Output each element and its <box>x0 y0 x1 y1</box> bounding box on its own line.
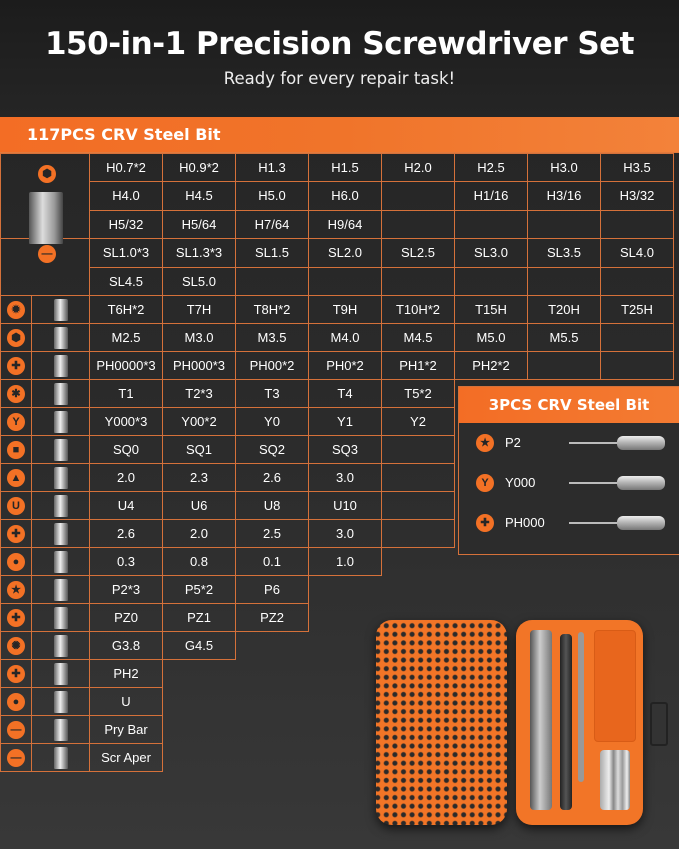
bit-size-cell: 2.3 <box>163 464 236 492</box>
page-title: 150-in-1 Precision Screwdriver Set <box>44 26 634 62</box>
square-icon: ■ <box>7 441 25 459</box>
bit-size-cell: T25H <box>601 296 674 324</box>
bit-size-cell: SL2.0 <box>309 239 382 268</box>
slotted-icon: — <box>38 245 56 263</box>
phillips-icon: ✚ <box>476 514 494 532</box>
bit-size-cell: T1 <box>90 380 163 408</box>
bit-size-cell: H3.0 <box>528 154 601 182</box>
scraper-icon: — <box>7 749 25 767</box>
bit-size-cell: SL1.0*3 <box>90 239 163 268</box>
bit-size-cell <box>382 210 455 238</box>
cross-icon: ✚ <box>7 525 25 543</box>
table-row <box>1 324 674 352</box>
bit-size-cell: Scr Aper <box>90 744 163 772</box>
bit-image <box>54 467 68 489</box>
bit-icon-cell <box>1 716 32 744</box>
bit-size-cell: SL4.0 <box>601 239 674 268</box>
bit-size-cell: G3.8 <box>90 632 163 660</box>
bit-image-cell <box>32 408 90 436</box>
bit-size-cell: PH0*2 <box>309 352 382 380</box>
bit-size-cell: SL3.0 <box>455 239 528 268</box>
bit-size-cell: 2.5 <box>236 520 309 548</box>
bit-size-cell: 3.0 <box>309 464 382 492</box>
bit-icon-cell <box>1 688 32 716</box>
bit-icon-cell <box>1 296 32 324</box>
gear-icon: ✺ <box>7 637 25 655</box>
side-bit-panel <box>458 386 679 555</box>
bit-size-cell <box>382 267 455 296</box>
bit-size-cell <box>601 267 674 296</box>
bit-icon-cell <box>1 604 32 632</box>
side-bit-item <box>459 423 679 463</box>
bit-size-cell: U <box>90 688 163 716</box>
bit-size-cell: 2.0 <box>90 464 163 492</box>
bit-size-cell: T4 <box>309 380 382 408</box>
phillips-icon: ✚ <box>7 357 25 375</box>
bit-size-cell: H5/64 <box>163 210 236 238</box>
bit-size-cell: Y2 <box>382 408 455 436</box>
bit-size-cell: T9H <box>309 296 382 324</box>
bit-size-cell: T3 <box>236 380 309 408</box>
bit-size-cell: T20H <box>528 296 601 324</box>
bit-image-cell <box>32 688 90 716</box>
bit-size-cell: SL1.3*3 <box>163 239 236 268</box>
tri-wing-icon: Y <box>476 474 494 492</box>
bit-size-cell <box>382 492 455 520</box>
pozidriv-icon: ✚ <box>7 609 25 627</box>
bit-size-cell: 3.0 <box>309 520 382 548</box>
bit-size-cell <box>309 267 382 296</box>
bit-size-cell: H9/64 <box>309 210 382 238</box>
bit-size-cell: Y00*2 <box>163 408 236 436</box>
table-row <box>1 182 674 210</box>
bit-image-cell <box>32 744 90 772</box>
bit-size-cell: M2.5 <box>90 324 163 352</box>
side-bit-label: P2 <box>505 435 521 450</box>
bit-image <box>54 439 68 461</box>
triangle-icon: ▲ <box>7 469 25 487</box>
bit-size-cell: P2*3 <box>90 576 163 604</box>
bit-size-cell: 2.6 <box>90 520 163 548</box>
bit-image-cell <box>32 716 90 744</box>
side-bit-item <box>459 503 679 543</box>
bit-size-cell: H2.5 <box>455 154 528 182</box>
bit-size-cell: H4.5 <box>163 182 236 210</box>
bit-case-right <box>516 620 643 825</box>
table-row <box>1 267 674 296</box>
bit-type-cell <box>1 154 90 239</box>
bit-size-cell <box>455 267 528 296</box>
bit-size-cell: SQ0 <box>90 436 163 464</box>
star-icon: ★ <box>7 581 25 599</box>
table-row <box>1 239 674 268</box>
bit-size-cell: Pry Bar <box>90 716 163 744</box>
bit-icon-cell <box>1 576 32 604</box>
spare-bits <box>600 750 630 810</box>
bit-size-cell <box>528 267 601 296</box>
bit-size-cell: T10H*2 <box>382 296 455 324</box>
bit-size-cell: M5.5 <box>528 324 601 352</box>
bit-size-cell: SL1.5 <box>236 239 309 268</box>
tri-wing-icon: Y <box>7 413 25 431</box>
bit-size-cell: T6H*2 <box>90 296 163 324</box>
bit-icon-cell <box>1 408 32 436</box>
bit-size-cell: PZ0 <box>90 604 163 632</box>
bit-size-cell: 0.1 <box>236 548 309 576</box>
bit-size-cell: H1/16 <box>455 182 528 210</box>
bit-icon-cell <box>1 744 32 772</box>
bit-image-cell <box>32 604 90 632</box>
bit-size-cell: G4.5 <box>163 632 236 660</box>
bit-icon-cell <box>1 380 32 408</box>
bit-size-cell: T15H <box>455 296 528 324</box>
bit-size-cell: P6 <box>236 576 309 604</box>
table-row <box>1 576 674 604</box>
bit-icon-cell <box>1 520 32 548</box>
side-tools-slot <box>594 630 636 742</box>
bit-size-cell: U8 <box>236 492 309 520</box>
bit-size-cell: SL2.5 <box>382 239 455 268</box>
bit-size-cell <box>601 352 674 380</box>
bit-image-cell <box>32 296 90 324</box>
bit-size-cell: H4.0 <box>90 182 163 210</box>
bit-case-left <box>376 620 507 825</box>
bit-size-cell: 0.8 <box>163 548 236 576</box>
bit-image-cell <box>32 632 90 660</box>
bit-image <box>54 495 68 517</box>
screwdriver-image <box>569 475 665 491</box>
bit-size-cell <box>455 210 528 238</box>
bit-size-cell: H3/32 <box>601 182 674 210</box>
bit-size-cell: H5/32 <box>90 210 163 238</box>
bit-image-cell <box>32 464 90 492</box>
bit-icon-cell <box>1 464 32 492</box>
bit-image <box>54 663 68 685</box>
bit-size-cell: PH2 <box>90 660 163 688</box>
bit-type-cell <box>1 239 90 296</box>
bit-image <box>54 327 68 349</box>
bit-size-cell: T2*3 <box>163 380 236 408</box>
screwdriver-image <box>569 515 665 531</box>
bit-size-cell <box>382 436 455 464</box>
bit-size-cell: 0.3 <box>90 548 163 576</box>
bit-size-cell: SL4.5 <box>90 267 163 296</box>
dot-icon: ● <box>7 693 25 711</box>
bit-size-cell: M5.0 <box>455 324 528 352</box>
pentalobe-icon: ● <box>7 553 25 571</box>
bit-image <box>54 551 68 573</box>
star-icon: ★ <box>476 434 494 452</box>
bit-image <box>54 299 68 321</box>
side-section-banner: 3PCS CRV Steel Bit <box>459 387 679 423</box>
bit-image <box>54 383 68 405</box>
bit-image <box>54 747 68 769</box>
bit-size-cell: PH00*2 <box>236 352 309 380</box>
bit-image-cell <box>32 548 90 576</box>
bit-size-cell: 2.0 <box>163 520 236 548</box>
torx-icon: ✱ <box>7 385 25 403</box>
hex-bit-image <box>29 192 63 244</box>
bit-icon-cell <box>1 352 32 380</box>
bit-icon-cell <box>1 632 32 660</box>
side-bit-label: PH000 <box>505 515 545 530</box>
bit-icon-cell <box>1 660 32 688</box>
bit-size-cell: Y1 <box>309 408 382 436</box>
bit-size-cell: U10 <box>309 492 382 520</box>
bit-size-cell: H3/16 <box>528 182 601 210</box>
bit-size-cell: PZ2 <box>236 604 309 632</box>
main-section-banner: 117PCS CRV Steel Bit <box>0 117 679 152</box>
bit-size-cell: PZ1 <box>163 604 236 632</box>
table-row <box>1 210 674 238</box>
hex-icon: ⬢ <box>38 165 56 183</box>
bit-image <box>54 607 68 629</box>
bit-size-cell <box>528 352 601 380</box>
bit-image <box>54 355 68 377</box>
bit-image-cell <box>32 324 90 352</box>
bit-image <box>54 635 68 657</box>
bit-size-cell: PH1*2 <box>382 352 455 380</box>
table-row <box>1 154 674 182</box>
bit-size-cell: H3.5 <box>601 154 674 182</box>
bit-image <box>54 523 68 545</box>
bit-size-cell: H0.7*2 <box>90 154 163 182</box>
table-row <box>1 352 674 380</box>
bit-size-cell: 2.6 <box>236 464 309 492</box>
bit-image-cell <box>32 492 90 520</box>
bit-image <box>54 691 68 713</box>
bit-size-cell <box>382 520 455 548</box>
nut-icon: ⬢ <box>7 329 25 347</box>
bit-image <box>54 719 68 741</box>
torx-hole-icon: ✹ <box>7 301 25 319</box>
bit-size-cell: M3.0 <box>163 324 236 352</box>
driver-handle <box>530 630 552 810</box>
bit-size-cell <box>528 210 601 238</box>
bit-size-cell: U6 <box>163 492 236 520</box>
bit-size-cell: H5.0 <box>236 182 309 210</box>
bit-icon-cell <box>1 492 32 520</box>
bit-size-cell: Y0 <box>236 408 309 436</box>
bit-size-cell: U4 <box>90 492 163 520</box>
extension-rod <box>560 634 572 810</box>
bit-size-cell: T5*2 <box>382 380 455 408</box>
bit-size-cell: M3.5 <box>236 324 309 352</box>
bit-image <box>54 579 68 601</box>
phillips-ph2-icon: ✚ <box>7 665 25 683</box>
case-hinge <box>650 702 668 746</box>
bit-image-cell <box>32 352 90 380</box>
bit-size-cell: H2.0 <box>382 154 455 182</box>
page-subtitle: Ready for every repair task! <box>223 69 456 88</box>
bit-size-cell: PH0000*3 <box>90 352 163 380</box>
bit-image-cell <box>32 520 90 548</box>
bit-size-cell <box>601 324 674 352</box>
bit-size-cell: SQ1 <box>163 436 236 464</box>
bit-size-cell: T8H*2 <box>236 296 309 324</box>
bit-size-cell: H1.5 <box>309 154 382 182</box>
bit-size-cell: SQ2 <box>236 436 309 464</box>
bit-size-cell: M4.0 <box>309 324 382 352</box>
u-shape-icon: U <box>7 497 25 515</box>
bit-size-cell: SL3.5 <box>528 239 601 268</box>
bit-size-cell: H7/64 <box>236 210 309 238</box>
side-bit-label: Y000 <box>505 475 536 490</box>
bit-size-cell: H0.9*2 <box>163 154 236 182</box>
side-bit-item <box>459 463 679 503</box>
bit-size-cell: PH000*3 <box>163 352 236 380</box>
bit-image <box>54 411 68 433</box>
bit-size-cell <box>382 182 455 210</box>
pry-bar-icon: — <box>7 721 25 739</box>
bit-icon-cell <box>1 324 32 352</box>
bit-size-cell: Y000*3 <box>90 408 163 436</box>
table-row <box>1 296 674 324</box>
bit-size-cell: H6.0 <box>309 182 382 210</box>
bit-image-cell <box>32 380 90 408</box>
bit-size-cell: H1.3 <box>236 154 309 182</box>
tweezers <box>578 632 584 782</box>
bit-size-cell: SL5.0 <box>163 267 236 296</box>
bit-image-cell <box>32 436 90 464</box>
bit-size-cell <box>382 464 455 492</box>
bit-icon-cell <box>1 548 32 576</box>
bit-size-cell <box>601 210 674 238</box>
bit-size-cell: T7H <box>163 296 236 324</box>
bit-size-cell: PH2*2 <box>455 352 528 380</box>
screwdriver-image <box>569 435 665 451</box>
bit-size-cell: P5*2 <box>163 576 236 604</box>
bit-image-cell <box>32 576 90 604</box>
bit-size-cell <box>236 267 309 296</box>
bit-size-cell: M4.5 <box>382 324 455 352</box>
bit-icon-cell <box>1 436 32 464</box>
bit-size-cell: SQ3 <box>309 436 382 464</box>
bit-image-cell <box>32 660 90 688</box>
bit-size-cell: 1.0 <box>309 548 382 576</box>
